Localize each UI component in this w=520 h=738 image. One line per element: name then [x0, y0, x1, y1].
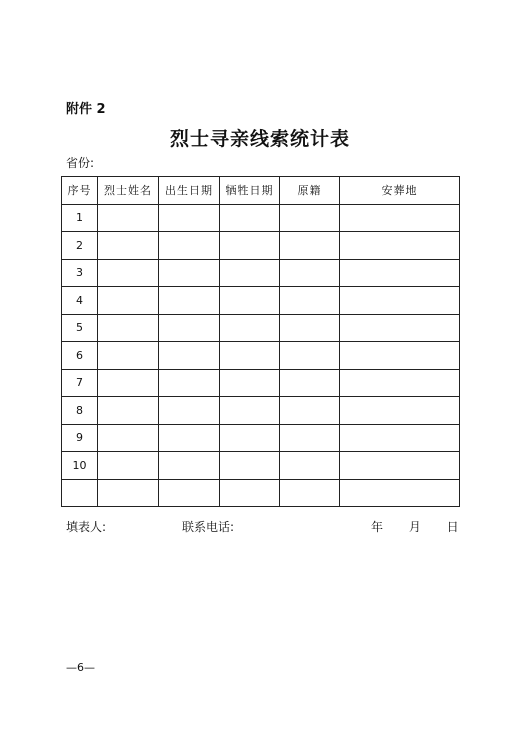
- empty-cell[interactable]: [159, 424, 220, 452]
- empty-cell[interactable]: [98, 479, 159, 507]
- row-index-cell: [62, 479, 98, 507]
- province-label: 省份:: [66, 156, 95, 170]
- empty-cell[interactable]: [220, 424, 280, 452]
- empty-cell[interactable]: [159, 397, 220, 425]
- empty-cell[interactable]: [220, 204, 280, 232]
- empty-cell[interactable]: [159, 204, 220, 232]
- empty-cell[interactable]: [340, 259, 460, 287]
- table-row: [62, 369, 460, 397]
- empty-cell[interactable]: [98, 452, 159, 480]
- phone-label: 联系电话:: [182, 520, 235, 534]
- empty-cell[interactable]: [280, 424, 340, 452]
- row-index-cell: 10: [62, 452, 98, 480]
- header-death-date: 牺牲日期: [220, 177, 280, 205]
- attachment-label: 附件 2: [66, 102, 106, 117]
- empty-cell[interactable]: [220, 369, 280, 397]
- table-row: [62, 342, 460, 370]
- empty-cell[interactable]: [159, 314, 220, 342]
- row-index-cell: 5: [62, 314, 98, 342]
- empty-cell[interactable]: [159, 232, 220, 260]
- empty-cell[interactable]: [280, 287, 340, 315]
- empty-cell[interactable]: [220, 397, 280, 425]
- table-row: [62, 232, 460, 260]
- row-index-cell: 9: [62, 424, 98, 452]
- empty-cell[interactable]: [340, 369, 460, 397]
- empty-cell[interactable]: [98, 424, 159, 452]
- filler-label: 填表人:: [66, 520, 107, 534]
- document-title: 烈士寻亲线索统计表: [169, 128, 350, 150]
- row-index-cell: 1: [62, 204, 98, 232]
- table-row: [62, 287, 460, 315]
- empty-cell[interactable]: [340, 232, 460, 260]
- table-row: [62, 314, 460, 342]
- table-row: [62, 259, 460, 287]
- statistics-table: [61, 176, 460, 507]
- empty-cell[interactable]: [280, 452, 340, 480]
- empty-cell[interactable]: [280, 397, 340, 425]
- empty-cell[interactable]: [159, 479, 220, 507]
- empty-cell[interactable]: [98, 342, 159, 370]
- empty-cell[interactable]: [340, 342, 460, 370]
- header-index: 序号: [62, 177, 98, 205]
- empty-cell[interactable]: [98, 204, 159, 232]
- empty-cell[interactable]: [220, 259, 280, 287]
- empty-cell[interactable]: [340, 314, 460, 342]
- table-header-row: [62, 177, 460, 205]
- empty-cell[interactable]: [159, 452, 220, 480]
- empty-cell[interactable]: [220, 287, 280, 315]
- empty-cell[interactable]: [220, 452, 280, 480]
- table-row: [62, 204, 460, 232]
- empty-cell[interactable]: [98, 314, 159, 342]
- row-index-cell: 3: [62, 259, 98, 287]
- row-index-cell: 4: [62, 287, 98, 315]
- date-label: 年 月 日: [371, 520, 459, 534]
- empty-cell[interactable]: [340, 397, 460, 425]
- empty-cell[interactable]: [220, 232, 280, 260]
- page-number: —6—: [66, 661, 95, 674]
- table-row: [62, 424, 460, 452]
- empty-cell[interactable]: [98, 369, 159, 397]
- empty-cell[interactable]: [159, 342, 220, 370]
- empty-cell[interactable]: [220, 342, 280, 370]
- empty-cell[interactable]: [340, 424, 460, 452]
- header-martyr-name: 烈士姓名: [98, 177, 159, 205]
- empty-cell[interactable]: [280, 479, 340, 507]
- empty-cell[interactable]: [340, 287, 460, 315]
- empty-cell[interactable]: [98, 287, 159, 315]
- header-burial-place: 安葬地: [340, 177, 460, 205]
- row-index-cell: 7: [62, 369, 98, 397]
- empty-cell[interactable]: [340, 479, 460, 507]
- header-birth-date: 出生日期: [159, 177, 220, 205]
- empty-cell[interactable]: [280, 342, 340, 370]
- table-row: [62, 397, 460, 425]
- empty-cell[interactable]: [220, 479, 280, 507]
- empty-cell[interactable]: [98, 397, 159, 425]
- table-body: [62, 204, 460, 507]
- row-index-cell: 6: [62, 342, 98, 370]
- empty-cell[interactable]: [220, 314, 280, 342]
- empty-cell[interactable]: [340, 204, 460, 232]
- empty-cell[interactable]: [98, 232, 159, 260]
- empty-cell[interactable]: [280, 314, 340, 342]
- table-row: [62, 479, 460, 507]
- table-row: [62, 452, 460, 480]
- empty-cell[interactable]: [340, 452, 460, 480]
- row-index-cell: 2: [62, 232, 98, 260]
- header-native-place: 原籍: [280, 177, 340, 205]
- empty-cell[interactable]: [280, 204, 340, 232]
- empty-cell[interactable]: [280, 369, 340, 397]
- empty-cell[interactable]: [159, 259, 220, 287]
- empty-cell[interactable]: [98, 259, 159, 287]
- empty-cell[interactable]: [159, 287, 220, 315]
- empty-cell[interactable]: [159, 369, 220, 397]
- empty-cell[interactable]: [280, 259, 340, 287]
- row-index-cell: 8: [62, 397, 98, 425]
- empty-cell[interactable]: [280, 232, 340, 260]
